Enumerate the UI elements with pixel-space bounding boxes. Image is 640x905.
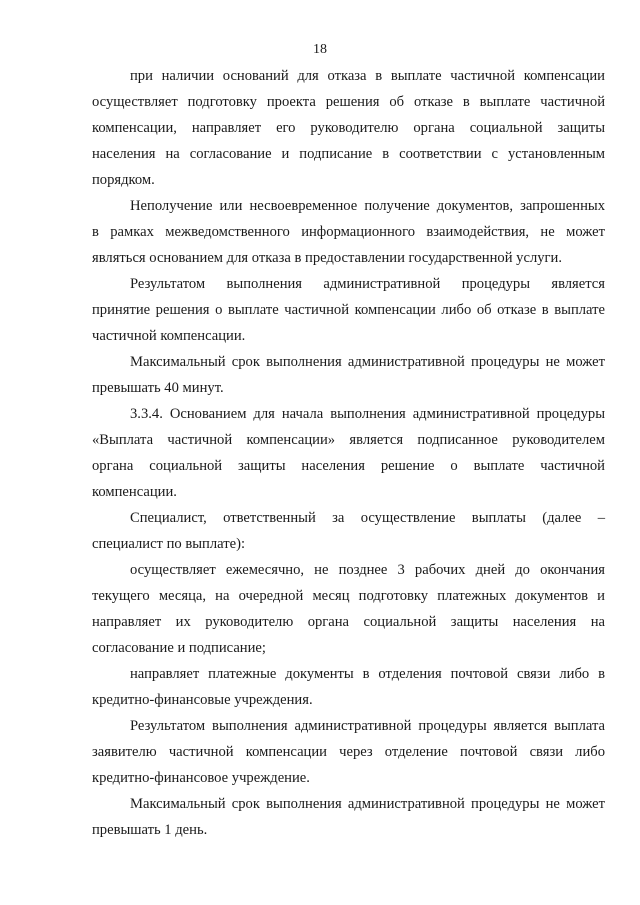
- text-line: осуществляет ежемесячно, не позднее 3 рабочих дней до окончания: [130, 562, 605, 578]
- text-line: специалист по выплате):: [92, 536, 245, 552]
- text-line: «Выплата частичной компенсации» является подписанное руководителем: [92, 432, 605, 448]
- text-line: Специалист, ответственный за осуществление выплаты (далее –: [130, 510, 605, 526]
- text-line: в рамках межведомственного информационного взаимодействия, не может: [92, 224, 605, 240]
- text-line: являться основанием для отказа в предоставлении государственной услуги.: [92, 250, 562, 266]
- text-line: направляет их руководителю органа социальной защиты населения на: [92, 614, 605, 630]
- text-line: согласование и подписание;: [92, 640, 266, 656]
- text-line: Результатом выполнения административной процедуры является выплата: [130, 718, 605, 734]
- text-line: осуществляет подготовку проекта решения об отказе в выплате частичной: [92, 94, 605, 110]
- text-line: при наличии оснований для отказа в выплате частичной компенсации: [130, 68, 605, 84]
- text-line: направляет платежные документы в отделения почтовой связи либо в: [130, 666, 605, 682]
- text-line: Неполучение или несвоевременное получение документов, запрошенных: [130, 198, 605, 214]
- text-line: Результатом выполнения административной процедуры является: [130, 276, 605, 292]
- text-line: кредитно-финансовые учреждения.: [92, 692, 313, 708]
- text-line: заявителю частичной компенсации через отделение почтовой связи либо: [92, 744, 605, 760]
- text-line: населения на согласование и подписание в соответствии с установленным: [92, 146, 605, 162]
- text-line: превышать 1 день.: [92, 822, 208, 838]
- text-line: компенсации, направляет его руководителю органа социальной защиты: [92, 120, 605, 136]
- text-line: превышать 40 минут.: [92, 380, 224, 396]
- text-line: 3.3.4. Основанием для начала выполнения административной процедуры: [130, 406, 605, 422]
- text-line: текущего месяца, на очередной месяц подготовку платежных документов и: [92, 588, 605, 604]
- text-line: органа социальной защиты населения решение о выплате частичной: [92, 458, 605, 474]
- text-line: Максимальный срок выполнения административной процедуры не может: [130, 354, 605, 370]
- text-line: Максимальный срок выполнения административной процедуры не может: [130, 796, 605, 812]
- text-line: частичной компенсации.: [92, 328, 246, 344]
- text-line: порядком.: [92, 172, 155, 188]
- text-line: компенсации.: [92, 484, 177, 500]
- text-line: кредитно-финансовое учреждение.: [92, 770, 310, 786]
- text-line: принятие решения о выплате частичной компенсации либо об отказе в выплате: [92, 302, 605, 318]
- page-number: 18: [313, 42, 327, 57]
